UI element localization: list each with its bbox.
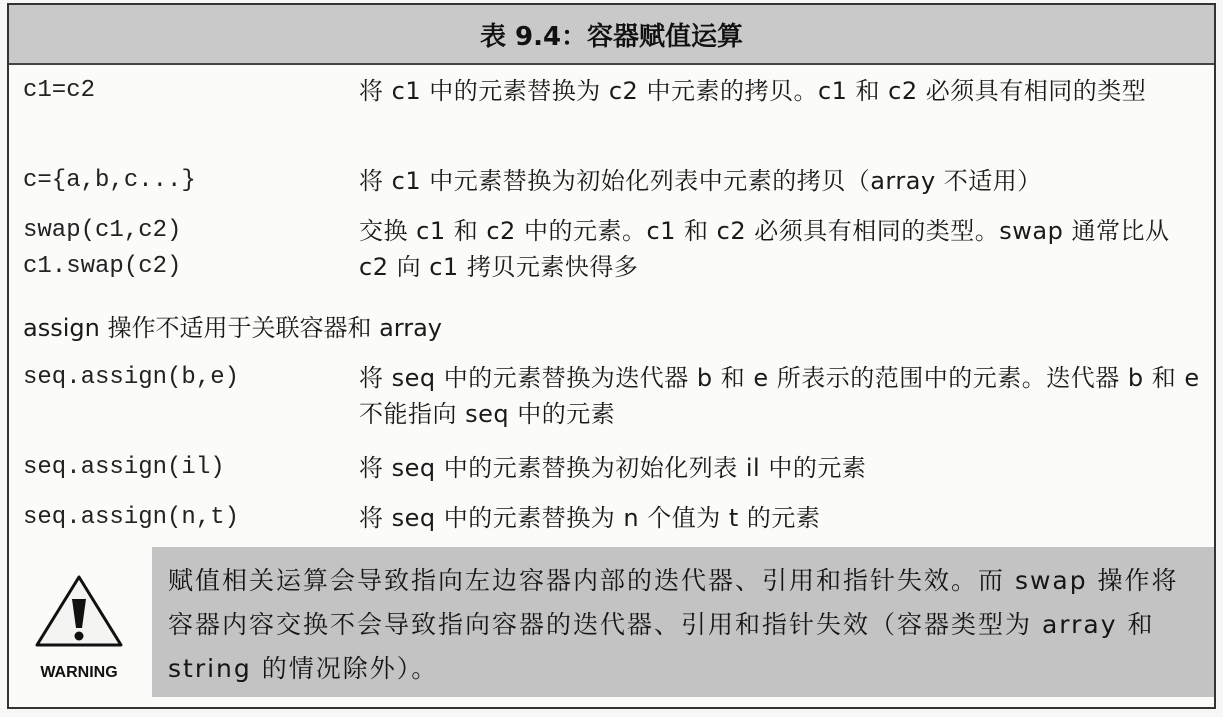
warning-label: WARNING (40, 664, 118, 681)
table-row (23, 500, 1204, 540)
description-cell: 将 seq 中的元素替换为初始化列表 il 中的元素 (359, 454, 867, 482)
assign-note-row (23, 310, 1204, 350)
operation-cell: c={a,b,c...} (23, 167, 196, 194)
description-cell: 交换 c1 和 c2 中的元素。c1 和 c2 必须具有相同的类型。swap 通常比从 c2 向 c1 拷贝元素快得多 (359, 217, 1170, 281)
assignment-table (7, 3, 1216, 709)
warning-icon (29, 573, 129, 683)
table-row (23, 73, 1204, 149)
description-cell: 将 seq 中的元素替换为迭代器 b 和 e 所表示的范围中的元素。迭代器 b 和 e 不能指向 seq 中的元素 (359, 364, 1200, 428)
table-title: 表 9.4：容器赋值运算 (9, 5, 1214, 65)
operation-cell: c1=c2 (23, 77, 96, 104)
table-row (23, 213, 1204, 289)
table-row (23, 360, 1204, 436)
description-cell: 将 c1 中元素替换为初始化列表中元素的拷贝（array 不适用） (359, 167, 1042, 195)
description-cell: 将 c1 中的元素替换为 c2 中元素的拷贝。c1 和 c2 必须具有相同的类型 (359, 77, 1147, 105)
operation-cell: seq.assign(il) (23, 454, 225, 481)
operation-cell: swap(c1,c2) c1.swap(c2) (23, 217, 182, 280)
operation-cell: seq.assign(b,e) (23, 364, 240, 391)
warning-note: 赋值相关运算会导致指向左边容器内部的迭代器、引用和指针失效。而 swap 操作将容器内容交换不会导致指向容器的迭代器、引用和指针失效（容器类型为 array 和 string 的情况除外）。 (152, 547, 1214, 697)
table-row (23, 163, 1204, 203)
description-cell: 将 seq 中的元素替换为 n 个值为 t 的元素 (359, 504, 821, 532)
operation-cell: seq.assign(n,t) (23, 504, 240, 531)
assign-note: assign 操作不适用于关联容器和 array (23, 314, 443, 342)
table-row (23, 450, 1204, 490)
